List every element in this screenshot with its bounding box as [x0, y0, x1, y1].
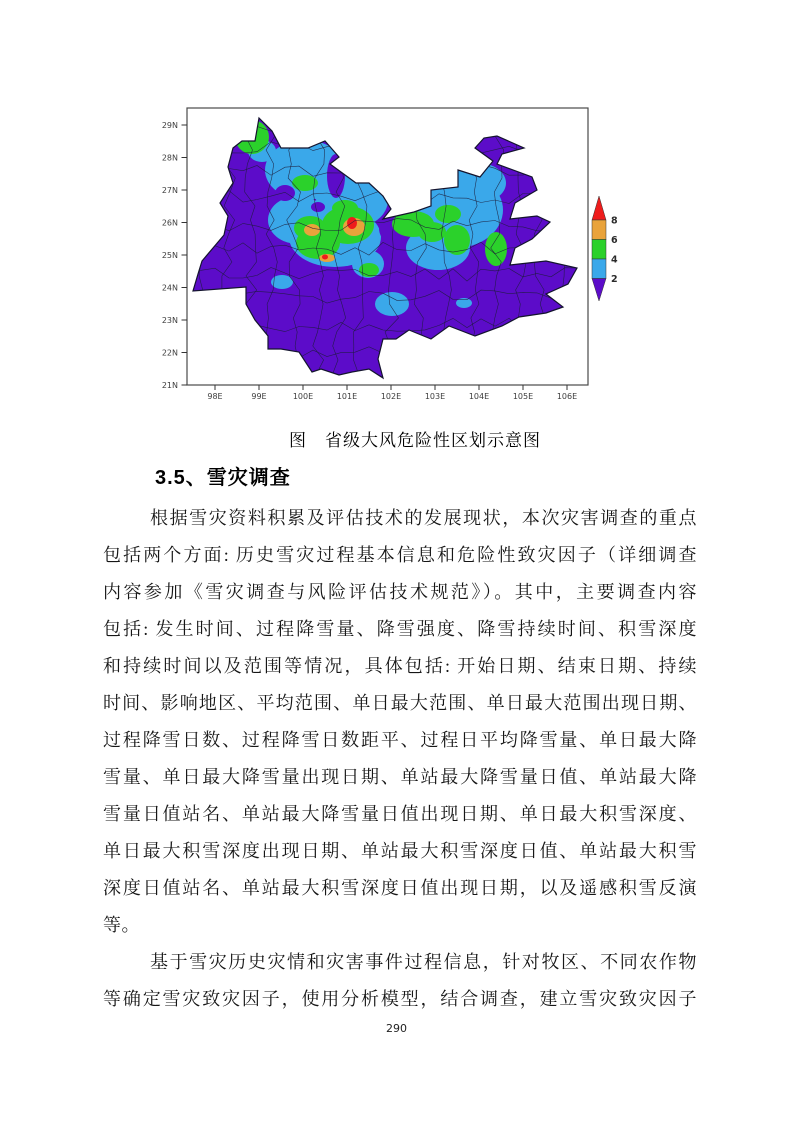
figure-caption: 图 省级大风危险性区划示意图 [289, 431, 541, 450]
x-tick-label: 100E [292, 392, 314, 401]
x-tick-label: 104E [468, 392, 490, 401]
body-line: 包括: 发生时间、过程降雪量、降雪强度、降雪持续时间、积雪深度 [103, 619, 697, 639]
x-tick-label: 99E [251, 392, 267, 401]
body-line: 时间、影响地区、平均范围、单日最大范围、单日最大范围出现日期、 [103, 693, 697, 713]
colorbar-label: 6 [611, 235, 618, 246]
body-line: 和持续时间以及范围等情况，具体包括: 开始日期、结束日期、持续 [103, 656, 697, 676]
zone-red [322, 255, 328, 260]
colorbar-label: 2 [611, 274, 618, 285]
y-tick-label: 28N [161, 153, 178, 163]
hazard-map-figure [150, 95, 630, 405]
y-tick-label: 27N [161, 185, 178, 195]
x-tick-label: 106E [556, 392, 578, 401]
y-tick-label: 23N [161, 315, 178, 325]
y-tick-label: 29N [161, 120, 178, 130]
section-heading: 3.5、雪灾调查 [155, 467, 291, 489]
zone-purple-hole [311, 202, 325, 212]
x-tick-label: 101E [336, 392, 358, 401]
colorbar-arrow-up [592, 196, 606, 220]
colorbar-arrow-down [592, 279, 606, 302]
zone-blue [375, 292, 409, 316]
y-tick-label: 21N [161, 380, 178, 390]
paragraph-snow-survey [103, 500, 697, 944]
body-line: 根据雪灾资料积累及评估技术的发展现状，本次灾害调查的重点 [150, 508, 697, 528]
y-tick-label: 24N [161, 283, 178, 293]
body-line: 深度日值站名、单站最大积雪深度日值出现日期，以及遥感积雪反演 [103, 878, 697, 898]
zone-green [485, 232, 507, 266]
body-line: 基于雪灾历史灾情和灾害事件过程信息，针对牧区、不同农作物 [150, 952, 697, 972]
body-line: 单日最大积雪深度出现日期、单站最大积雪深度日值、单站最大积雪 [103, 841, 697, 861]
body-line: 雪量、单日最大降雪量出现日期、单站最大降雪量日值、单站最大降 [103, 767, 697, 787]
body-line: 等。 [103, 915, 140, 935]
colorbar-label: 4 [611, 254, 618, 266]
x-tick-label: 103E [424, 392, 446, 401]
hazard-map [150, 95, 630, 405]
zone-green [444, 225, 470, 255]
zone-purple-hole [275, 185, 295, 201]
x-tick-label: 102E [380, 392, 402, 401]
x-tick-label: 98E [207, 392, 223, 401]
colorbar [592, 196, 618, 301]
colorbar-seg-green [592, 240, 606, 260]
page-number: 290 [386, 1022, 407, 1035]
body-line: 包括两个方面: 历史雪灾过程基本信息和危险性致灾因子（详细调查 [103, 545, 697, 565]
colorbar-seg-blue [592, 259, 606, 279]
body-line: 雪量日值站名、单站最大降雪量日值出现日期、单日最大积雪深度、 [103, 804, 697, 824]
zone-red [347, 217, 357, 229]
body-line: 等确定雪灾致灾因子，使用分析模型，结合调查，建立雪灾致灾因子 [103, 989, 697, 1009]
paragraph-hazard-factors [103, 944, 697, 1018]
zone-green [435, 205, 461, 223]
body-line: 过程降雪日数、过程降雪日数距平、过程日平均降雪量、单日最大降 [103, 730, 697, 750]
zone-green [332, 200, 358, 216]
colorbar-seg-orange [592, 220, 606, 240]
body-line: 内容参加《雪灾调查与风险评估技术规范》）。其中，主要调查内容 [103, 582, 697, 602]
y-tick-label: 25N [161, 250, 178, 260]
y-tick-label: 26N [161, 218, 178, 228]
x-tick-label: 105E [512, 392, 534, 401]
y-tick-label: 22N [161, 348, 178, 358]
colorbar-label: 8 [611, 215, 618, 227]
